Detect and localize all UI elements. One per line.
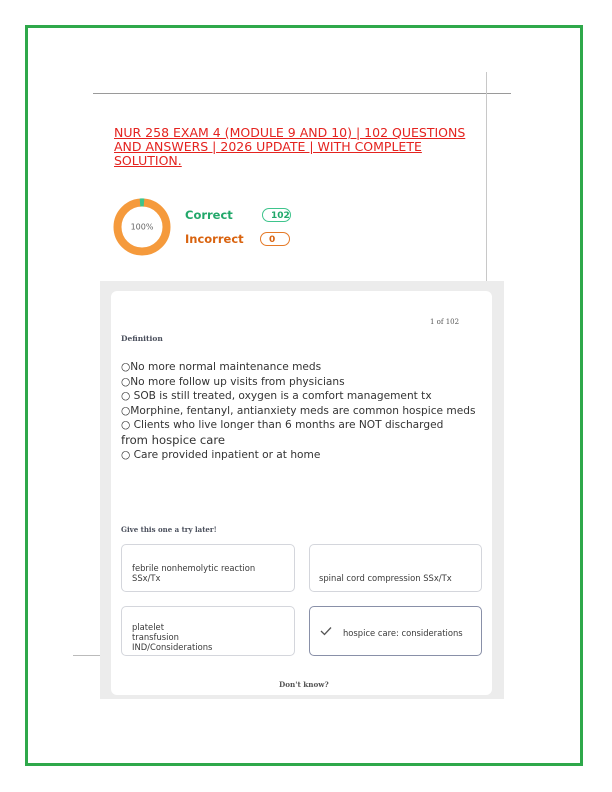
answer-option-febrile[interactable] bbox=[121, 544, 295, 592]
option-line: SSx/Tx bbox=[132, 573, 161, 583]
option-line: febrile nonhemolytic reaction bbox=[132, 563, 256, 573]
option-line: platelet bbox=[132, 622, 164, 632]
right-margin-line bbox=[486, 72, 487, 297]
checkmark-icon bbox=[320, 626, 332, 636]
answer-option-platelet[interactable] bbox=[121, 606, 295, 656]
option-line: spinal cord compression SSx/Tx bbox=[319, 573, 452, 583]
definition-line: ○ Care provided inpatient or at home bbox=[121, 448, 321, 461]
document-title[interactable] bbox=[114, 126, 486, 168]
definition-line: ○No more normal maintenance meds bbox=[121, 361, 322, 373]
correct-count-badge: 102 bbox=[262, 208, 291, 222]
definition-line: ○ SOB is still treated, oxygen is a comfort management tx bbox=[121, 390, 432, 403]
option-line: hospice care: considerations bbox=[343, 628, 463, 638]
title-line: SOLUTION. bbox=[114, 153, 182, 168]
answer-option-spinal-cord[interactable] bbox=[309, 544, 482, 592]
try-later-prompt: Give this one a try later! bbox=[121, 525, 217, 534]
card-counter: 1 of 102 bbox=[430, 318, 460, 326]
top-rule bbox=[93, 93, 511, 94]
option-line: transfusion bbox=[132, 632, 179, 642]
title-line: NUR 258 EXAM 4 (MODULE 9 AND 10) | 102 QUESTIONS bbox=[114, 125, 466, 140]
definition-line: ○Morphine, fentanyl, antianxiety meds are common hospice meds bbox=[121, 404, 476, 417]
score-donut bbox=[113, 198, 171, 256]
definition-label: Definition bbox=[121, 334, 163, 343]
dont-know-button[interactable]: Don't know? bbox=[279, 680, 329, 689]
title-line: AND ANSWERS | 2026 UPDATE | WITH COMPLETE bbox=[114, 139, 422, 154]
definition-text bbox=[121, 360, 493, 462]
definition-line: ○ Clients who live longer than 6 months are NOT discharged bbox=[121, 419, 444, 432]
incorrect-label: Incorrect bbox=[185, 232, 244, 246]
option-line: IND/Considerations bbox=[132, 642, 213, 652]
answer-option-hospice-care[interactable] bbox=[309, 606, 482, 656]
definition-line: from hospice care bbox=[121, 432, 226, 447]
correct-label: Correct bbox=[185, 208, 233, 222]
incorrect-count-badge: 0 bbox=[260, 232, 290, 246]
donut-percent-label: 100% bbox=[130, 222, 154, 232]
definition-line: ○No more follow up visits from physicians bbox=[121, 375, 345, 388]
